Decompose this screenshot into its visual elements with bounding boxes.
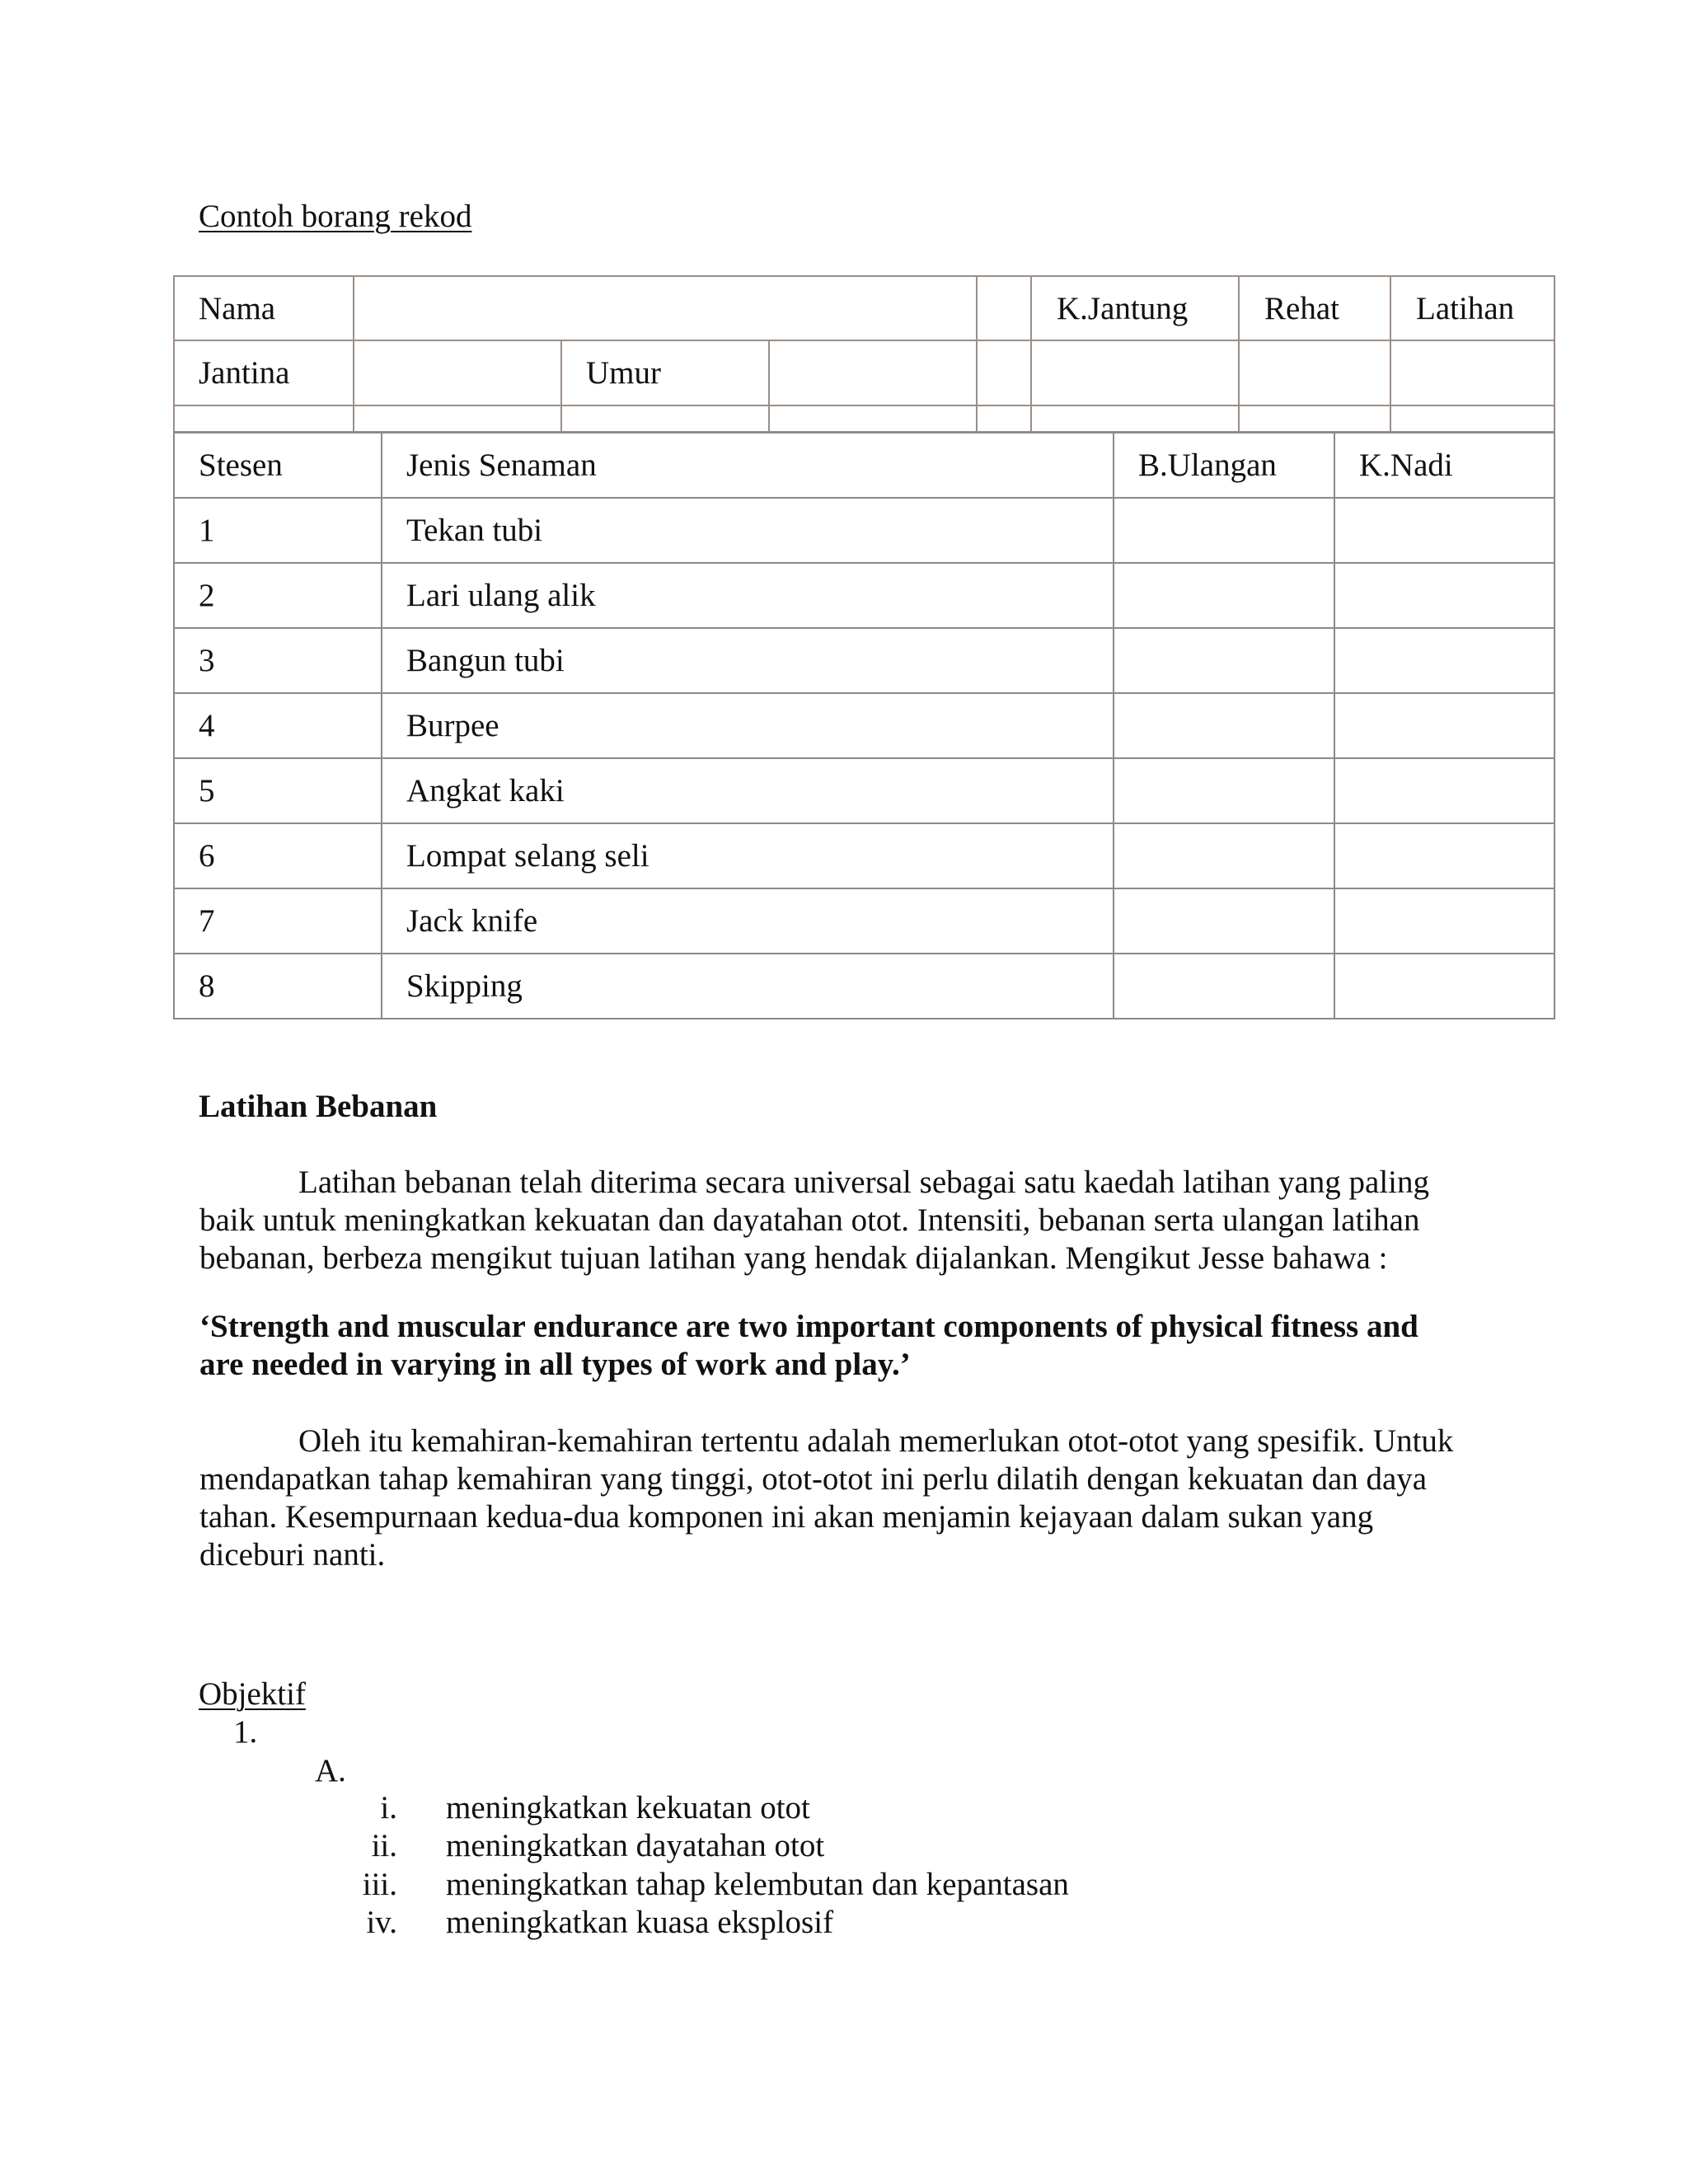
station-number: 6 bbox=[174, 823, 382, 888]
paragraph-intro bbox=[199, 1164, 1551, 1277]
form-row-spacer bbox=[174, 405, 1554, 432]
paragraph-line: mendapatkan tahap kemahiran yang tinggi, otot-otot ini perlu dilatih dengan kekuatan dan daya bbox=[199, 1461, 1428, 1497]
station-header-row bbox=[174, 433, 1554, 498]
paragraph-line: tahan. Kesempurnaan kedua-dua komponen ini akan menjamin kejayaan dalam sukan yang bbox=[199, 1499, 1374, 1535]
objective-marker: iii. bbox=[362, 1867, 397, 1902]
station-number: 3 bbox=[174, 628, 382, 693]
exercise-name: Lari ulang alik bbox=[382, 563, 1114, 628]
empty-cell bbox=[977, 405, 1031, 432]
form-row-jantina bbox=[174, 340, 1554, 405]
pulse-cell[interactable] bbox=[1334, 823, 1554, 888]
jantina-label: Jantina bbox=[174, 340, 354, 405]
jantung-value-cell[interactable] bbox=[1031, 340, 1239, 405]
umur-value-cell[interactable] bbox=[769, 340, 977, 405]
umur-label: Umur bbox=[561, 340, 769, 405]
empty-cell bbox=[769, 405, 977, 432]
quote-line: are needed in varying in all types of work and play.’ bbox=[199, 1347, 911, 1382]
pulse-cell[interactable] bbox=[1334, 498, 1554, 563]
rehat-value-cell[interactable] bbox=[1239, 340, 1390, 405]
repetition-cell[interactable] bbox=[1114, 563, 1334, 628]
table-row bbox=[174, 693, 1554, 758]
repetition-cell[interactable] bbox=[1114, 758, 1334, 823]
empty-cell bbox=[354, 405, 561, 432]
pulse-cell[interactable] bbox=[1334, 954, 1554, 1019]
rehat-label: Rehat bbox=[1239, 276, 1390, 340]
col-header-stesen: Stesen bbox=[174, 433, 382, 498]
latihan-label: Latihan bbox=[1390, 276, 1554, 340]
nama-value-cell[interactable] bbox=[354, 276, 977, 340]
repetition-cell[interactable] bbox=[1114, 823, 1334, 888]
station-number: 4 bbox=[174, 693, 382, 758]
objective-item: meningkatkan dayatahan otot bbox=[446, 1828, 825, 1863]
objectives-heading: Objektif bbox=[199, 1676, 306, 1712]
pulse-cell[interactable] bbox=[1334, 628, 1554, 693]
station-number: 1 bbox=[174, 498, 382, 563]
paragraph-line: diceburi nanti. bbox=[199, 1537, 386, 1572]
record-form-heading: Contoh borang rekod bbox=[199, 199, 472, 234]
jantina-value-cell[interactable] bbox=[354, 340, 561, 405]
exercise-name: Bangun tubi bbox=[382, 628, 1114, 693]
exercise-name: Tekan tubi bbox=[382, 498, 1114, 563]
pulse-cell[interactable] bbox=[1334, 693, 1554, 758]
empty-cell bbox=[561, 405, 769, 432]
repetition-cell[interactable] bbox=[1114, 888, 1334, 954]
objective-item: meningkatkan kekuatan otot bbox=[446, 1790, 810, 1825]
table-row bbox=[174, 498, 1554, 563]
exercise-name: Skipping bbox=[382, 954, 1114, 1019]
exercise-name: Burpee bbox=[382, 693, 1114, 758]
repetition-cell[interactable] bbox=[1114, 628, 1334, 693]
empty-cell bbox=[1390, 405, 1554, 432]
col-header-ulangan: B.Ulangan bbox=[1114, 433, 1334, 498]
station-number: 7 bbox=[174, 888, 382, 954]
form-row-nama bbox=[174, 276, 1554, 340]
table-row bbox=[174, 628, 1554, 693]
paragraph-body bbox=[199, 1422, 1551, 1574]
station-table bbox=[173, 432, 1555, 1019]
quote-block bbox=[199, 1308, 1551, 1384]
pulse-cell[interactable] bbox=[1334, 563, 1554, 628]
exercise-name: Jack knife bbox=[382, 888, 1114, 954]
objective-level1-marker: 1. bbox=[233, 1714, 258, 1750]
empty-cell bbox=[977, 340, 1031, 405]
empty-cell bbox=[1031, 405, 1239, 432]
objective-level2-marker: A. bbox=[315, 1753, 346, 1788]
station-number: 5 bbox=[174, 758, 382, 823]
paragraph-line: baik untuk meningkatkan kekuatan dan dayatahan otot. Intensiti, bebanan serta ulangan latihan bbox=[199, 1202, 1420, 1238]
col-header-jenis: Jenis Senaman bbox=[382, 433, 1114, 498]
objective-marker: i. bbox=[380, 1790, 397, 1825]
nama-label: Nama bbox=[174, 276, 354, 340]
exercise-name: Lompat selang seli bbox=[382, 823, 1114, 888]
table-row bbox=[174, 954, 1554, 1019]
exercise-name: Angkat kaki bbox=[382, 758, 1114, 823]
col-header-nadi: K.Nadi bbox=[1334, 433, 1554, 498]
paragraph-line: Oleh itu kemahiran-kemahiran tertentu adalah memerlukan otot-otot yang spesifik. Untuk bbox=[298, 1423, 1454, 1459]
station-number: 2 bbox=[174, 563, 382, 628]
empty-cell bbox=[1239, 405, 1390, 432]
table-row bbox=[174, 888, 1554, 954]
empty-cell bbox=[977, 276, 1031, 340]
table-row bbox=[174, 823, 1554, 888]
objective-item: meningkatkan tahap kelembutan dan kepantasan bbox=[446, 1867, 1069, 1902]
objective-item: meningkatkan kuasa eksplosif bbox=[446, 1905, 834, 1940]
objective-marker: iv. bbox=[366, 1905, 397, 1940]
station-number: 8 bbox=[174, 954, 382, 1019]
pulse-cell[interactable] bbox=[1334, 758, 1554, 823]
section-title: Latihan Bebanan bbox=[199, 1089, 438, 1124]
record-form-table bbox=[173, 275, 1555, 433]
repetition-cell[interactable] bbox=[1114, 693, 1334, 758]
pulse-cell[interactable] bbox=[1334, 888, 1554, 954]
repetition-cell[interactable] bbox=[1114, 498, 1334, 563]
table-row bbox=[174, 758, 1554, 823]
quote-line: ‘Strength and muscular endurance are two important components of physical fitness and bbox=[199, 1309, 1418, 1344]
latihan-value-cell[interactable] bbox=[1390, 340, 1554, 405]
empty-cell bbox=[174, 405, 354, 432]
table-row bbox=[174, 563, 1554, 628]
paragraph-line: bebanan, berbeza mengikut tujuan latihan yang hendak dijalankan. Mengikut Jesse bahawa : bbox=[199, 1240, 1388, 1276]
jantung-label: K.Jantung bbox=[1031, 276, 1239, 340]
paragraph-line: Latihan bebanan telah diterima secara universal sebagai satu kaedah latihan yang paling bbox=[298, 1165, 1430, 1200]
repetition-cell[interactable] bbox=[1114, 954, 1334, 1019]
objective-marker: ii. bbox=[371, 1828, 397, 1863]
